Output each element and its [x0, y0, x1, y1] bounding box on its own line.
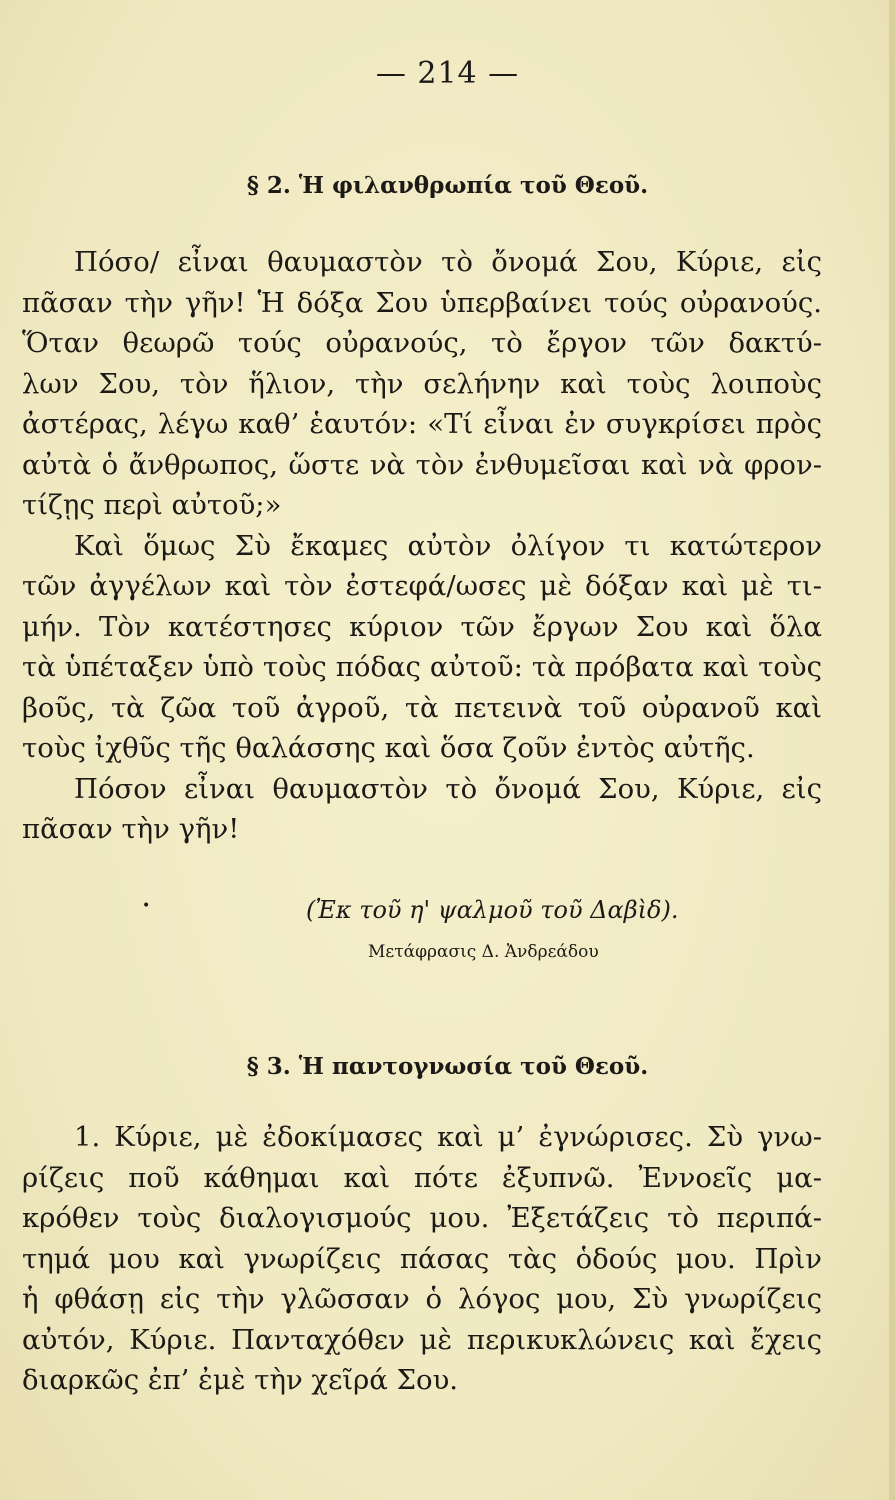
text-line: τὰ ὑπέταξεν ὑπὸ τοὺς πόδας αὐτοῦ: τὰ πρόβατα καὶ τοὺς: [22, 651, 822, 683]
text-line: 1. Κύριε, μὲ ἐδοκίμασες καὶ μ’ ἐγνώρισες. Σὺ γνω-: [74, 1121, 822, 1153]
text-line: Πόσο/ εἶναι θαυμαστὸν τὸ ὄνομά Σου, Κύριε, εἰς: [74, 246, 822, 278]
text-line: μήν. Τὸν κατέστησες κύριον τῶν ἔργων Σου καὶ ὅλα: [22, 610, 822, 643]
text-line: τημά μου καὶ γνωρίζεις πάσας τὰς ὁδούς μου. Πρὶν: [22, 1242, 822, 1275]
section-2-heading: § 2. Ἡ φιλανθρωπία τοῦ Θεοῦ.: [246, 172, 649, 199]
text-line: τῶν ἀγγέλων καὶ τὸν ἐστεφά/ωσες μὲ δόξαν καὶ μὲ τι-: [22, 570, 822, 602]
section-3-text: [22, 1117, 822, 1401]
text-line: Καὶ ὅμως Σὺ ἔκαμες αὐτὸν ὀλίγον τι κατώτερον: [74, 529, 822, 562]
section-3-heading: § 3. Ἡ παντογνωσία τοῦ Θεοῦ.: [246, 1053, 649, 1080]
text-line: βοῦς, τὰ ζῶα τοῦ ἀγροῦ, τὰ πετεινὰ τοῦ οὐρανοῦ καὶ: [22, 691, 822, 724]
translator-credit: Μετάφρασις Δ. Ἀνδρεάδου: [368, 942, 599, 962]
bullet-mark: •: [142, 898, 151, 914]
text-line: ρίζεις ποῦ κάθημαι καὶ πότε ἐξυπνῶ. Ἐννοεῖς μα-: [22, 1161, 822, 1194]
text-line: διαρκῶς ἐπ’ ἐμὲ τὴν χεῖρά Σου.: [22, 1364, 459, 1396]
page-number: — 214 —: [375, 56, 520, 91]
text-line: λων Σου, τὸν ἥλιον, τὴν σελήνην καὶ τοὺς λοιποὺς: [22, 367, 822, 400]
text-line: ἡ φθάσῃ εἰς τὴν γλῶσσαν ὁ λόγος μου, Σὺ γνωρίζεις: [22, 1283, 822, 1315]
psalm-citation: (Ἐκ τοῦ η' ψαλμοῦ τοῦ Δαβὶδ).: [306, 896, 679, 924]
text-line: τοὺς ἰχθῦς τῆς θαλάσσης καὶ ὅσα ζοῦν ἐντὸς αὐτῆς.: [22, 732, 755, 764]
text-line: αὐτόν, Κύριε. Πανταχόθεν μὲ περικυκλώνεις καὶ ἔχεις: [22, 1323, 822, 1356]
text-line: πᾶσαν τὴν γῆν!: [22, 813, 240, 845]
text-line: κρόθεν τοὺς διαλογισμούς μου. Ἐξετάζεις τὸ περιπά-: [22, 1202, 822, 1234]
text-line: ἀστέρας, λέγω καθ’ ἑαυτόν: «Τί εἶναι ἐν συγκρίσει πρὸς: [22, 408, 822, 440]
text-line: αὐτὰ ὁ ἄνθρωπος, ὥστε νὰ τὸν ἐνθυμεῖσαι καὶ νὰ φρον-: [22, 448, 822, 481]
text-line: πᾶσαν τὴν γῆν! Ἡ δόξα Σου ὑπερβαίνει τούς οὐρανούς.: [22, 286, 822, 319]
text-line: τίζῃς περὶ αὐτοῦ;»: [22, 489, 282, 521]
text-line: Πόσον εἶναι θαυμαστὸν τὸ ὄνομά Σου, Κύριε, εἰς: [74, 772, 822, 805]
section-2-text: [22, 242, 822, 850]
text-line: Ὅταν θεωρῶ τούς οὐρανούς, τὸ ἔργον τῶν δακτύ-: [22, 327, 822, 359]
